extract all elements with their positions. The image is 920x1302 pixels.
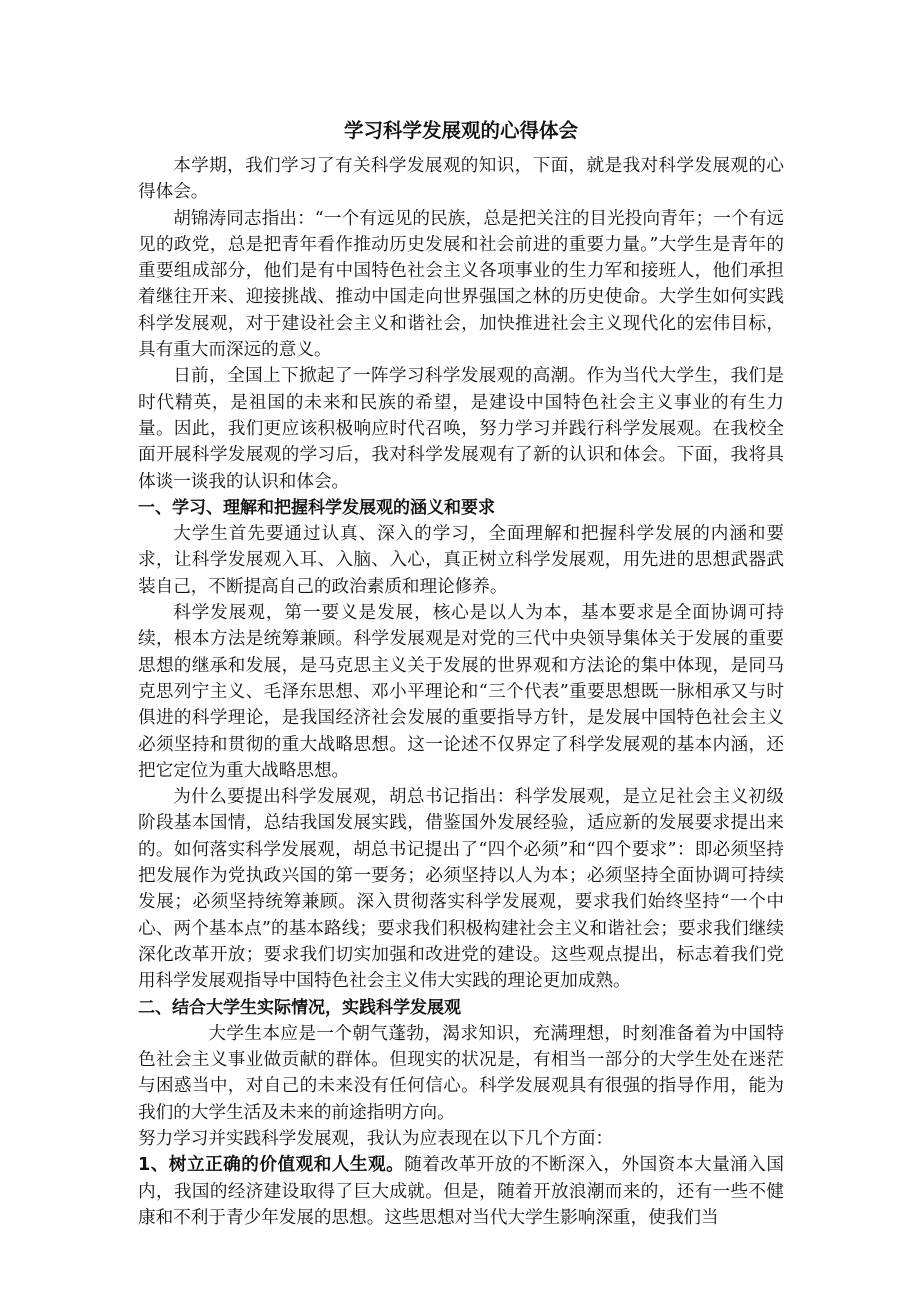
context-paragraph: 日前，全国上下掀起了一阵学习科学发展观的高潮。作为当代大学生，我们是时代精英，是祖国的未来和民族的希望，是建设中国特色社会主义事业的有生力量。因此，我们更应该积极响应时代召唤，努力学习并践行科学发展观。在我校全面开展科学发展观的学习后，我对科学发展观有了新的认识和体会。下面，我将具体谈一谈我的认识和体会。	[138, 366, 784, 492]
intro-paragraph: 本学期，我们学习了有关科学发展观的知识，下面，就是我对科学发展观的心得体会。	[138, 156, 784, 203]
section1-paragraph: 大学生首先要通过认真、深入的学习，全面理解和把握科学发展的内涵和要求，让科学发展观入耳、入脑、入心，真正树立科学发展观，用先进的思想武器武装自己，不断提高自己的政治素质和理论修养。	[138, 524, 784, 597]
section2-intro-line: 努力学习并实践科学发展观，我认为应表现在以下几个方面：	[138, 1128, 614, 1149]
point-1-text: 随着改革开放的不断深入，外国资本大量涌入国内，我国的经济建设取得了巨大成就。但是，随着开放浪潮而来的，还有一些不健康和不利于青少年发展的思想。这些思想对当代大学生影响深重，使我们当	[138, 1155, 784, 1228]
section-heading-2: 二、结合大学生实际情况，实践科学发展观	[138, 997, 461, 1018]
point-1-lead: 1、树立正确的价值观和人生观。	[138, 1155, 405, 1176]
section1-paragraph: 科学发展观，第一要义是发展，核心是以人为本，基本要求是全面协调可持续，根本方法是统筹兼顾。科学发展观是对党的三代中央领导集体关于发展的重要思想的继承和发展，是马克思主义关于发展的世界观和方法论的集中体现，是同马克思列宁主义、毛泽东思想、邓小平理论和“三个代表”重要思想既一脉相承又与时俱进的科学理论，是我国经济社会发展的重要指导方针，是发展中国特色社会主义必须坚持和贯彻的重大战略思想。这一论述不仅界定了科学发展观的基本内涵，还把它定位为重大战略思想。	[138, 603, 784, 781]
section-heading-1: 一、学习、理解和把握科学发展观的涵义和要求	[138, 497, 495, 518]
point-1-paragraph	[138, 1152, 784, 1231]
document-title: 学习科学发展观的心得体会	[343, 119, 578, 142]
section1-paragraph: 为什么要提出科学发展观，胡总书记指出：科学发展观，是立足社会主义初级阶段基本国情，总结我国发展实践，借鉴国外发展经验，适应新的发展要求提出来的。如何落实科学发展观，胡总书记提出了“四个必须”和“四个要求”：即必须坚持把发展作为党执政兴国的第一要务；必须坚持以人为本；必须坚持全面协调可持续发展；必须坚持统筹兼顾。深入贯彻落实科学发展观，要求我们始终坚持“一个中心、两个基本点”的基本路线；要求我们积极构建社会主义和谐社会；要求我们继续深化改革开放；要求我们切实加强和改进党的建设。这些观点提出，标志着我们党用科学发展观指导中国特色社会主义伟大实践的理论更加成熟。	[138, 787, 784, 992]
section2-paragraph: 大学生本应是一个朝气蓬勃，渴求知识，充满理想，时刻准备着为中国特色社会主义事业做贡献的群体。但现实的状况是，有相当一部分的大学生处在迷茫与困惑当中，对自己的未来没有任何信心。科学发展观具有很强的指导作用，能为我们的大学生活及未来的前途指明方向。	[138, 1023, 784, 1123]
document-page	[138, 118, 784, 1231]
quote-paragraph: 胡锦涛同志指出：“一个有远见的民族，总是把关注的目光投向青年；一个有远见的政党，总是把青年看作推动历史发展和社会前进的重要力量。”大学生是青年的重要组成部分，他们是有中国特色社会主义各项事业的生力军和接班人，他们承担着继往开来、迎接挑战、推动中国走向世界强国之林的历史使命。大学生如何实践科学发展观，对于建设社会主义和谐社会，加快推进社会主义现代化的宏伟目标，具有重大而深远的意义。	[138, 208, 784, 361]
